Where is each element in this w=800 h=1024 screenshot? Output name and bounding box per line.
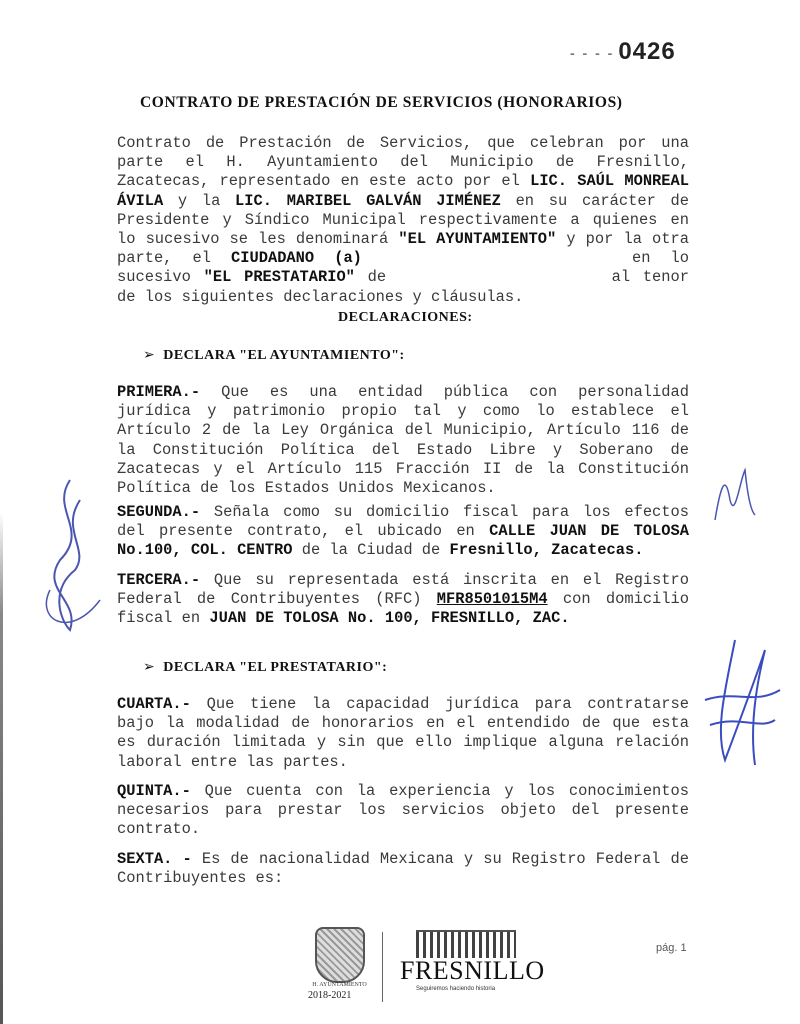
heading-text: DECLARA "EL PRESTATARIO": [163, 660, 388, 675]
folio-number [570, 38, 676, 66]
bold-text: LIC. MARIBEL GALVÁN JIMÉNEZ [235, 191, 501, 210]
signature-initial-icon [705, 460, 765, 530]
fresnillo-slogan: Seguiremos haciendo historia [416, 986, 496, 992]
seal-years: 2018-2021 [308, 990, 352, 1001]
paragraph-text: al tenor de los siguientes declaraciones y cláusulas. [117, 268, 690, 306]
clause-sexta [117, 850, 689, 888]
bold-text: TERCERA.- [117, 571, 201, 589]
paragraph-text: y la [163, 191, 236, 210]
bold-text: LIC. SAÚL MONREAL ÁVILA [117, 172, 689, 210]
blank-field [399, 268, 599, 287]
bold-text: QUINTA.- [117, 782, 191, 800]
bold-text: JUAN DE TOLOSA No. 100, FRESNILLO, ZAC. [209, 609, 570, 628]
paragraph-text: Que su representada está inscrita en el Registro Federal de Contribuyentes (RFC) [117, 571, 689, 609]
fresnillo-logo-text: FRESNILLO [400, 956, 545, 985]
paragraph-text: Contrato de Prestación de Servicios, que celebran por una parte el H. Ayuntamiento del Municipio de Fresnillo, Zacatecas, representado en este acto por el [117, 134, 689, 191]
document-title: CONTRATO DE PRESTACIÓN DE SERVICIOS (HONORARIOS) [140, 94, 623, 111]
bold-text: CIUDADANO (a) [231, 249, 362, 268]
paragraph-text: en lo sucesivo [117, 249, 689, 287]
bold-text: CALLE JUAN DE TOLOSA No.100, COL. CENTRO [117, 522, 689, 560]
bullet-arrow-icon: ➢ [143, 348, 156, 363]
bold-text: Fresnillo, Zacatecas. [449, 541, 644, 560]
clause-segunda [117, 503, 689, 561]
blank-field [362, 249, 612, 268]
paragraph-text: de [354, 268, 399, 287]
clause-quinta [117, 782, 689, 840]
paragraph-text: en su carácter de Presidente y Síndico Municipal respectivamente a quienes en lo sucesivo se les denominará [117, 191, 690, 249]
clause-primera [117, 383, 689, 498]
heading-text: DECLARA "EL AYUNTAMIENTO": [163, 348, 405, 363]
paragraph-text: con domicilio fiscal en [117, 590, 689, 628]
signature-right-icon [695, 630, 785, 770]
clause-cuarta [117, 695, 689, 772]
paragraph-text: Que cuenta con la experiencia y los conocimientos necesarios para prestar los servicios objeto del presente contrato. [117, 782, 689, 839]
intro-paragraph [117, 134, 689, 307]
bullet-arrow-icon: ➢ [143, 660, 156, 675]
seal-caption: H. AYUNTAMIENTO [312, 982, 367, 988]
paragraph-text: Que tiene la capacidad jurídica para contratarse bajo la modalidad de honorarios en el entendido de que esta es duración limitada y sin que ello implique alguna relación laboral entre las partes. [117, 695, 689, 771]
declaraciones-heading: DECLARACIONES: [338, 310, 473, 325]
folio-value: 0426 [618, 38, 676, 65]
declara-ayuntamiento-heading [143, 347, 405, 364]
scan-edge [0, 0, 3, 1024]
footer-divider [382, 932, 383, 1002]
bold-text: "EL AYUNTAMIENTO" [398, 230, 557, 249]
bold-text: PRIMERA.- [117, 383, 201, 401]
signature-left-icon [30, 470, 110, 640]
bold-text: SEXTA. - [117, 850, 192, 868]
page-number: pág. 1 [656, 942, 687, 954]
bold-text: CUARTA.- [117, 695, 191, 713]
declara-prestatario-heading [143, 659, 387, 676]
clause-tercera [117, 571, 689, 629]
bold-text: "EL PRESTATARIO" [203, 268, 355, 287]
municipal-seal-icon [315, 927, 365, 983]
fresnillo-logo-icon [416, 930, 516, 958]
paragraph-text: Que es una entidad pública con personalidad jurídica y patrimonio propio tal y como lo establece el Artículo 2 de la Ley Orgánica del Municipio, Artículo 116 de la Constitución Política del Estado Libre y Soberano de Zacatecas y el Artículo 115 Fracción II de la Constitución Política de los Estados Unidos Mexicanos. [117, 383, 689, 498]
paragraph-text: Señala como su domicilio fiscal para los efectos del presente contrato, el ubicado en [117, 503, 689, 541]
paragraph-text: de la Ciudad de [292, 541, 450, 560]
bold-text: MFR8501015M4 [436, 590, 548, 609]
paragraph-text: y por la otra parte, el [117, 230, 689, 268]
bold-text: SEGUNDA.- [117, 503, 201, 521]
footer [300, 922, 700, 1012]
folio-prefix: - - - - [570, 44, 615, 61]
paragraph-text: Es de nacionalidad Mexicana y su Registro Federal de Contribuyentes es: [117, 850, 689, 888]
